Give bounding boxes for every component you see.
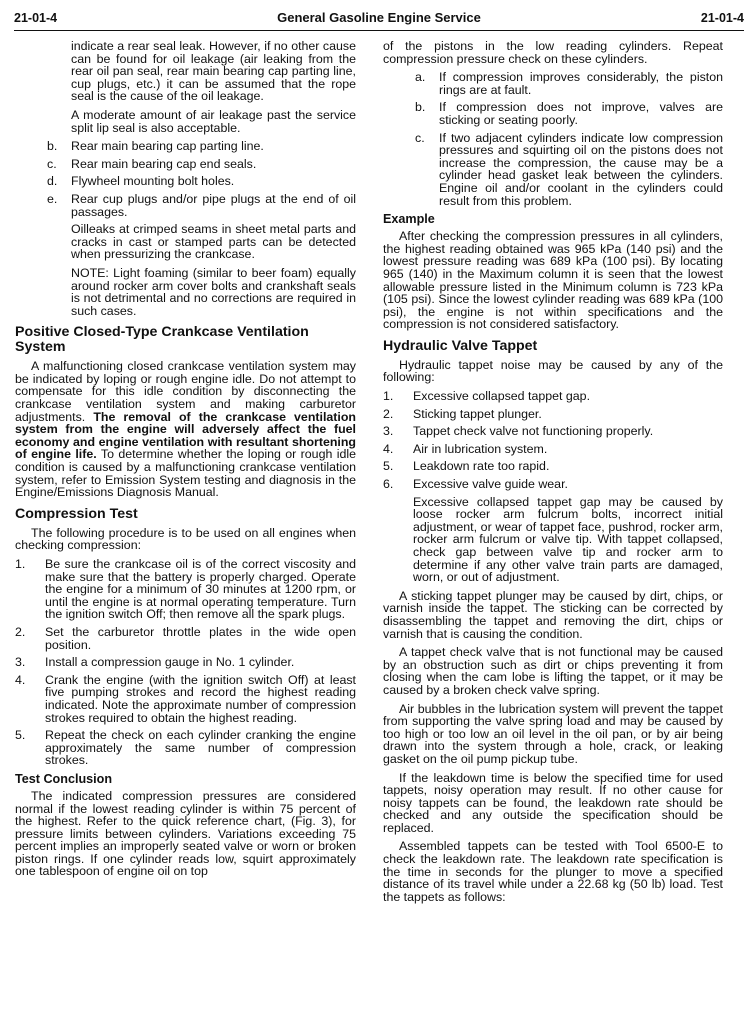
section-heading-compression: Compression Test — [15, 505, 138, 522]
list-marker: 3. — [383, 424, 394, 439]
list-text: Excessive valve guide wear. — [413, 477, 568, 492]
list-marker: 6. — [383, 477, 394, 492]
list-text: Rear cup plugs and/or pipe plugs at the end of oil passages. — [71, 191, 356, 219]
list-marker: 4. — [15, 672, 26, 687]
list-item — [383, 71, 723, 96]
list-text: Be sure the crankcase oil is of the correct viscosity and make sure that the battery is properly charged. Operate the engine for a minimum of 30 minutes at 1200 rpm, or until the engine is at normal operating temperature. Turn the ignition switch Off; then remove all the spark plugs. — [45, 557, 356, 622]
list-marker: 2. — [383, 406, 394, 421]
list-marker: b. — [47, 139, 58, 154]
list-text: If two adjacent cylinders indicate low compression pressures and squirting oil on the pistons does not increase the compression, the cause may be a cylinder head gasket leak between the cylinders. Engine oil and/or coolant in the cylinders could result from this problem. — [439, 130, 723, 208]
paragraph-pcv — [15, 360, 356, 499]
list-item — [383, 132, 723, 208]
section-heading-hydraulic-tappet: Hydraulic Valve Tappet — [383, 337, 538, 354]
list-marker: 4. — [383, 441, 394, 456]
pcv-text-b: To determine whether the loping or rough idle condition is caused by a malfunctioning crankcase ventilation system, refer to Emission System testing and diagnosis in the Engine/Emissions Diagnosis Manual. — [15, 447, 357, 500]
list-item — [15, 626, 356, 651]
paragraph-sticking-plunger: A sticking tappet plunger may be caused by dirt, chips, or varnish inside the tappet. The sticking can be corrected by disassembling the tappet and removing the dirt, chips or varnish that is causing the condition. — [383, 588, 723, 641]
pcv-warning-bold: The removal of the crankcase ventilation system from the engine will adversely affect the fuel economy and engine ventilation with resultant shortening of engine life. — [15, 409, 356, 462]
paragraph-tappet-intro: Hydraulic tappet noise may be caused by any of the following: — [383, 357, 723, 385]
list-item — [15, 558, 356, 621]
paragraph-leakdown: If the leakdown time is below the specified time for used tappets, noisy operation may result. If no other cause for noisy tappets can be found, the leakdown rate should be checked and any outside the specification should be replaced. — [383, 770, 723, 835]
list-text: Crank the engine (with the ignition switch Off) at least five pumping strokes and record the highest reading indicated. Note the approximate number of compression strokes required to obtain the highest reading. — [45, 672, 356, 725]
list-item — [383, 478, 723, 491]
paragraph-air-bubbles: Air bubbles in the lubrication system will prevent the tappet from supporting the valve spring load and may be caused by too high or too low an oil level in the oil pan, or by air being drawn into the system through a hole, crack, or leaking gasket on the oil pump pickup tube. — [383, 701, 723, 766]
list-marker: 5. — [383, 459, 394, 474]
page-number-right: 21-01-4 — [700, 11, 744, 25]
list-text: Set the carburetor throttle plates in the wide open position. — [45, 624, 356, 652]
section-heading-test-conclusion: Test Conclusion — [15, 771, 113, 786]
list-item — [383, 390, 723, 403]
list-text: Rear main bearing cap end seals. — [71, 156, 257, 171]
list-marker: 1. — [383, 389, 394, 404]
right-column — [383, 40, 723, 909]
list-item — [15, 140, 356, 153]
list-marker: 3. — [15, 655, 26, 670]
paragraph-continued: indicate a rear seal leak. However, if no other cause can be found for oil leakage (air leaking from the rear oil pan seal, rear main bearing cap parting line, cup plugs, etc.) it can be assumed that the rope seal is the cause of the oil leakage. — [71, 39, 356, 104]
list-text: Install a compression gauge in No. 1 cylinder. — [45, 655, 295, 670]
paragraph-test-conclusion: The indicated compression pressures are considered normal if the lowest reading cylinder is within 75 percent of the highest. Refer to the quick reference chart, (Fig. 3), for pressure limits between cylinders. Variations exceeding 75 percent implies an improperly seated valve or worn or broken piston rings. If one cylinder reads low, squirt approximately one tablespoon of engine oil on top — [15, 788, 356, 879]
list-item — [383, 443, 723, 456]
paragraph-compression-intro: The following procedure is to be used on all engines when checking compression: — [15, 525, 356, 553]
list-item — [383, 460, 723, 473]
list-marker: 1. — [15, 557, 26, 571]
list-item — [383, 408, 723, 421]
pcv-text-a: A malfunctioning closed crankcase ventilation system may be indicated by loping or rough engine idle. Do not attempt to compensate for this idle condition by disconnecting the crankcase ventilation system and making carburetor adjustments. — [15, 359, 356, 424]
left-column — [15, 40, 356, 884]
list-text: Flywheel mounting bolt holes. — [71, 174, 235, 189]
paragraph-check-valve: A tappet check valve that is not functional may be caused by an obstruction such as dirt or chips preventing it from closing when the cam lobe is lifting the tappet, or it may be caused by a broken check valve spring. — [383, 645, 723, 697]
paragraph-collapsed-gap: Excessive collapsed tappet gap may be caused by loose rocker arm fulcrum bolts, incorrect initial adjustment, or wear of tappet face, pushrod, rocker arm, rocker arm fulcrum or valve tip. With tappet collapsed, check gap between valve tip and rocker arm to determine if any other valve train parts are damaged, worn, or out of adjustment. — [413, 494, 723, 585]
list-marker: a. — [415, 70, 426, 85]
list-marker: c. — [415, 130, 425, 145]
list-marker: 2. — [15, 624, 26, 639]
list-item — [15, 674, 356, 724]
list-text: If compression improves considerably, the piston rings are at fault. — [439, 70, 723, 97]
list-text: Air in lubrication system. — [413, 441, 548, 456]
list-item — [15, 193, 356, 218]
list-marker: d. — [47, 174, 58, 189]
list-marker: b. — [415, 100, 426, 115]
paragraph-oil-leaks: Oilleaks at crimped seams in sheet metal parts and cracks in cast or stamped parts can be detected when pressurizing the crankcase. — [71, 222, 356, 262]
paragraph-note: NOTE: Light foaming (similar to beer foam) equally around rocker arm cover bolts and crankshaft seals is not detrimental and no corrections are required in such cases. — [71, 265, 356, 318]
page-header — [14, 12, 744, 28]
paragraph-continued: of the pistons in the low reading cylinders. Repeat compression pressure check on these cylinders. — [383, 39, 723, 66]
list-item — [15, 175, 356, 188]
list-marker: c. — [47, 156, 57, 171]
paragraph-example: After checking the compression pressures in all cylinders, the highest reading obtained was 965 kPa (140 psi) and the lowest pressure reading was 689 kPa (100 psi). By locating 965 (140) in the Maximum column it is seen that the lowest allowable pressure listed in the Minimum column is 723 kPa (105 psi). Since the lowest cylinder reading was 689 kPa (100 psi), the engine is not within specifications and the compression is not considered satisfactory. — [383, 229, 723, 332]
section-heading-pcv: Positive Closed-Type Crankcase Ventilation System — [15, 324, 309, 356]
list-text: Tappet check valve not functioning properly. — [413, 424, 654, 439]
list-marker: 5. — [15, 728, 26, 743]
paragraph-assembled-tappets: Assembled tappets can be tested with Tool 6500-E to check the leakdown rate. The leakdown rate specification is the time in seconds for the plunger to move a specified distance of its travel while under a 22.68 kg (50 lb) load. Test the tappets as follows: — [383, 839, 723, 904]
page-title: General Gasoline Engine Service — [277, 10, 481, 25]
list-marker: e. — [47, 191, 58, 206]
list-item — [383, 425, 723, 438]
list-text: Leakdown rate too rapid. — [413, 459, 550, 474]
section-heading-example: Example — [383, 212, 435, 227]
list-text: Repeat the check on each cylinder cranking the engine approximately the same number of compression strokes. — [45, 728, 356, 768]
list-item — [15, 656, 356, 669]
list-text: If compression does not improve, valves are sticking or seating poorly. — [439, 100, 723, 127]
paragraph-moderate-leakage: A moderate amount of air leakage past the service split lip seal is also acceptable. — [71, 107, 356, 135]
page-number-left: 21-01-4 — [14, 11, 58, 25]
header-rule — [14, 30, 744, 31]
list-item — [15, 158, 356, 171]
list-item — [15, 729, 356, 767]
list-text: Sticking tappet plunger. — [413, 406, 542, 421]
list-text: Rear main bearing cap parting line. — [71, 139, 264, 154]
list-text: Excessive collapsed tappet gap. — [413, 389, 591, 404]
list-item — [383, 101, 723, 126]
